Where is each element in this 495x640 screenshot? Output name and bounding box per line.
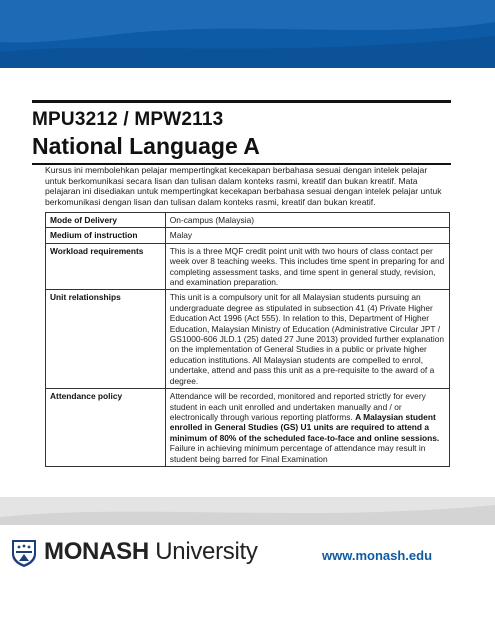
course-title-block bbox=[32, 100, 451, 165]
table-row bbox=[46, 290, 450, 389]
title-rule-top bbox=[32, 100, 451, 103]
banner-wave-graphic bbox=[0, 0, 495, 68]
row-value: On-campus (Malaysia) bbox=[165, 213, 449, 228]
table-row bbox=[46, 228, 450, 243]
row-label: Mode of Delivery bbox=[46, 213, 166, 228]
logo-word-university: University bbox=[148, 538, 258, 565]
table-row bbox=[46, 213, 450, 228]
footer-wave-graphic bbox=[0, 497, 495, 525]
header-banner bbox=[0, 0, 495, 68]
row-label: Workload requirements bbox=[46, 243, 166, 290]
attendance-text-2: Failure in achieving minimum percentage of attendance may result in student being barred for Final Examination bbox=[169, 443, 426, 464]
row-value: This is a three MQF credit point unit with two hours of class contact per week over 8 teaching weeks. This includes time spent in preparing for and completing assessment tasks, and time spent in general study, revision, and examination preparation. bbox=[165, 243, 449, 290]
table-row bbox=[46, 389, 450, 467]
row-label: Medium of instruction bbox=[46, 228, 166, 243]
course-description: Kursus ini membolehkan pelajar mempertingkat kecekapan berbahasa sesuai dengan intelek pelajar untuk berkomunikasi secara lisan dan tulisan dalam konteks rasmi, kreatif dan bukan kreatif. Mata pelajaran ini disediakan untuk mempertingkat kecekapan berbahasa sesuai dengan intelek pelajar untuk berkomunikasi dengan lisan dan tulisan dalam konteks rasmi, kreatif dan bukan kreatif. bbox=[45, 165, 442, 207]
attendance-requirement-bold: A Malaysian student enrolled in General Studies (GS) U1 units are required to attend a minimum of 80% of the scheduled face-to-face and online sessions. bbox=[169, 411, 440, 443]
logo-wordmark bbox=[44, 538, 258, 566]
logo-word-monash: MONASH bbox=[44, 538, 149, 565]
row-value bbox=[165, 389, 449, 467]
row-label: Attendance policy bbox=[46, 389, 166, 467]
row-value: This unit is a compulsory unit for all Malaysian students pursuing an undergraduate degree as stipulated in subsection 41 (4) Private Higher Education Act 1996 (Act 555). In relation to this, Department of Higher Education, Malaysian Ministry of Education (Administrative Circular JPT / GS1000-606 JLD.1 (25) dated 27 June 2013) provided further explanation on the implementation of General Studies in a public or private higher education institutions. All Malaysian students are compelled to enrol, undertake, attend and pass this unit as a pre-requisite to the award of a degree. bbox=[165, 290, 449, 389]
course-name: National Language A bbox=[32, 133, 260, 159]
table-row bbox=[46, 243, 450, 290]
monash-logo[interactable] bbox=[10, 536, 270, 570]
row-label: Unit relationships bbox=[46, 290, 166, 389]
row-value: Malay bbox=[165, 228, 449, 243]
attendance-text-1: Attendance will be recorded, monitored and reported strictly for every student in each unit enrolled and undertaken manually and / or electronically through various reporting platforms. bbox=[169, 391, 426, 422]
website-link[interactable]: www.monash.edu bbox=[322, 548, 433, 563]
unit-info-table bbox=[45, 212, 450, 467]
monash-shield-icon bbox=[10, 538, 38, 568]
course-code: MPU3212 / MPW2113 bbox=[32, 109, 224, 130]
footer-gray-band bbox=[0, 497, 495, 525]
